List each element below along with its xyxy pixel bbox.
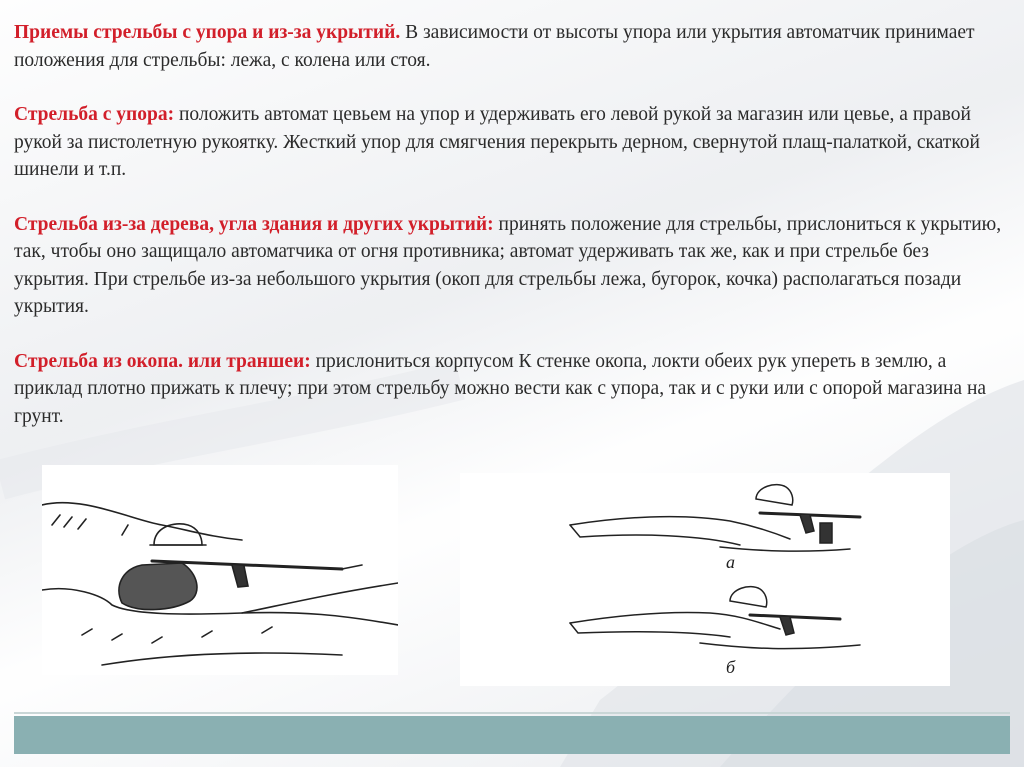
paragraph-heading: Стрельба из-за дерева, угла здания и других укрытий: — [14, 213, 494, 235]
paragraph-heading: Стрельба из окопа. или траншеи: — [14, 350, 311, 372]
paragraph-heading: Приемы стрельбы с упора и из-за укрытий. — [14, 22, 401, 43]
paragraph-trench — [14, 348, 1004, 431]
illustration-trench-firing — [42, 465, 398, 675]
trench-drawing — [42, 465, 398, 675]
figure-label-b: б — [726, 657, 736, 677]
illustration-prone-firing — [460, 473, 950, 686]
footer-band — [14, 716, 1010, 754]
paragraph-body: В зависимости от высоты упора или укрытия автоматчик принимает положения для стрельбы: лежа, с колена или стоя. — [14, 22, 975, 71]
prone-drawing — [460, 473, 950, 686]
paragraph-body: прислониться корпусом К стенке окопа, локти обеих рук упереть в землю, а приклад плотно прижать к плечу; при этом стрельбу можно вести как с упора, так и с руки или с опорой магазина на грунт. — [14, 350, 987, 427]
paragraph-body: положить автомат цевьем на упор и удерживать его левой рукой за магазин или цевье, а правой рукой за пистолетную рукоятку. Жесткий упор для смягчения перекрыть дерном, свернутой плащ-палаткой, скаткой шинели и т.п. — [14, 104, 980, 180]
footer-divider — [14, 712, 1010, 714]
paragraph-cover — [14, 211, 1004, 321]
paragraph-body: принять положение для стрельбы, прислониться к укрытию, так, чтобы оно защищало автоматчика от огня противника; автомат удерживать так же, как и при стрельбе без укрытия. При стрельбе из-за небольшого укрытия (окоп для стрельбы лежа, бугорок, кочка) располагаться позади укрытия. — [14, 213, 1002, 317]
figure-label-a: а — [726, 552, 735, 572]
paragraph-intro — [14, 19, 1004, 74]
main-text — [14, 19, 1004, 430]
paragraph-support — [14, 101, 1004, 184]
paragraph-heading: Стрельба с упора: — [14, 104, 175, 125]
